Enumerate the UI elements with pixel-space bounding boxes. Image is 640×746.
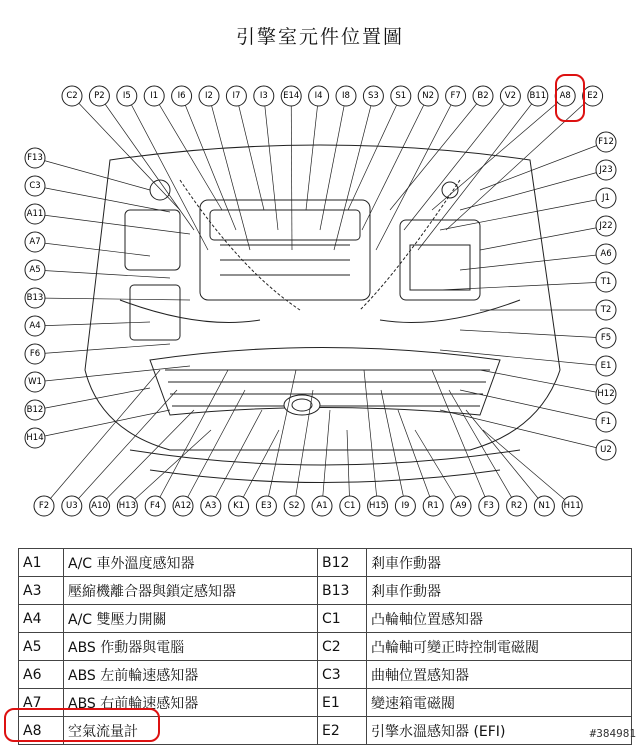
callout-r2 [507,496,527,516]
svg-text:J1: J1 [602,193,610,203]
svg-text:H14: H14 [26,433,44,443]
part-description: ABS 作動器與電腦 [64,633,318,661]
callout-v2 [500,86,520,106]
callout-i2 [199,86,219,106]
callout-i9 [395,496,415,516]
svg-text:I1: I1 [150,91,159,101]
svg-text:T2: T2 [600,305,612,315]
table-row [19,577,632,605]
svg-text:B12: B12 [26,405,44,415]
svg-text:B13: B13 [26,293,44,303]
part-description: 剎車作動器 [367,577,632,605]
svg-text:B11: B11 [529,91,547,101]
svg-text:K1: K1 [233,501,245,511]
svg-text:E1: E1 [600,361,612,371]
callout-t1 [596,272,616,292]
part-code: E2 [318,717,367,745]
svg-text:J22: J22 [599,221,613,231]
part-code: E1 [318,689,367,717]
svg-text:E2: E2 [587,91,598,101]
part-description: A/C 雙壓力開關 [64,605,318,633]
svg-text:F5: F5 [600,333,612,343]
callout-f6 [25,344,45,364]
callout-u2 [596,440,616,460]
part-code: A7 [19,689,64,717]
callout-i6 [172,86,192,106]
svg-text:W1: W1 [28,377,42,387]
callout-f1 [596,412,616,432]
svg-text:F4: F4 [150,501,161,511]
callout-u3 [62,496,82,516]
callout-f7 [446,86,466,106]
svg-text:F2: F2 [38,501,50,511]
part-code: A1 [19,549,64,577]
svg-text:N2: N2 [422,91,435,101]
callout-j1 [596,188,616,208]
svg-text:I8: I8 [342,91,350,101]
callout-a11 [25,204,45,224]
part-description: 變速箱電磁閥 [367,689,632,717]
page-title: 引擎室元件位置圖 [235,26,404,48]
part-code: B12 [318,549,367,577]
svg-text:H11: H11 [563,501,581,511]
svg-text:U2: U2 [600,445,612,455]
callout-f5 [596,328,616,348]
callout-i8 [336,86,356,106]
part-code: A8 [19,717,64,745]
svg-text:S3: S3 [367,91,379,101]
highlight-box-diagram [555,74,585,122]
callout-i1 [144,86,164,106]
callout-b11 [528,86,548,106]
table-row [19,633,632,661]
callout-h11 [562,496,582,516]
svg-text:F12: F12 [598,137,614,147]
leader-lines [35,96,606,506]
callout-h15 [368,496,388,516]
svg-text:V2: V2 [504,91,517,101]
svg-text:J23: J23 [599,165,613,175]
callout-s2 [284,496,304,516]
part-description: 引擎水溫感知器 (EFI) [367,717,632,745]
callout-b12 [25,400,45,420]
svg-text:C1: C1 [344,501,356,511]
callout-n1 [534,496,554,516]
callout-c1 [340,496,360,516]
callout-a7 [25,232,45,252]
callout-j22 [596,216,616,236]
callout-c2 [62,86,82,106]
callout-e14 [281,86,301,106]
part-description: 曲軸位置感知器 [367,661,632,689]
svg-text:F3: F3 [483,501,494,511]
svg-text:I7: I7 [232,91,241,101]
engine-drawing [85,145,560,483]
svg-text:R2: R2 [510,501,523,511]
svg-text:H13: H13 [118,501,137,511]
svg-text:A7: A7 [29,237,41,247]
svg-text:R1: R1 [427,501,439,511]
callout-i4 [309,86,329,106]
svg-text:I6: I6 [177,91,186,101]
callout-a4 [25,316,45,336]
callout-s1 [391,86,411,106]
engine-bay-diagram [0,70,640,530]
callout-s3 [363,86,383,106]
svg-text:T1: T1 [600,277,612,287]
svg-text:C3: C3 [29,181,41,191]
svg-text:S2: S2 [288,501,300,511]
svg-text:A6: A6 [600,249,612,259]
part-description: 壓縮機離合器與鎖定感知器 [64,577,318,605]
callout-t2 [596,300,616,320]
callout-f3 [479,496,499,516]
svg-text:F6: F6 [29,349,41,359]
svg-text:B2: B2 [477,91,489,101]
table-row [19,549,632,577]
callout-a1 [312,496,332,516]
svg-text:I2: I2 [205,91,213,101]
callout-n2 [418,86,438,106]
svg-text:A3: A3 [205,501,217,511]
callout-c3 [25,176,45,196]
svg-text:A9: A9 [455,501,467,511]
part-code: A3 [19,577,64,605]
part-code: C2 [318,633,367,661]
part-code: A5 [19,633,64,661]
svg-text:F1: F1 [600,417,612,427]
part-description: ABS 左前輪速感知器 [64,661,318,689]
part-description: 凸輪軸位置感知器 [367,605,632,633]
svg-text:I3: I3 [259,91,268,101]
part-code: A4 [19,605,64,633]
callout-i7 [226,86,246,106]
svg-text:H15: H15 [368,501,387,511]
part-code: C3 [318,661,367,689]
svg-text:F7: F7 [450,91,461,101]
callout-e3 [256,496,276,516]
callout-a10 [90,496,110,516]
svg-text:A12: A12 [174,501,192,511]
part-code: A6 [19,661,64,689]
svg-text:A10: A10 [91,501,108,511]
callout-h12 [596,384,616,404]
svg-text:H12: H12 [597,389,615,399]
callout-f2 [34,496,54,516]
svg-text:P2: P2 [94,91,105,101]
svg-text:I4: I4 [314,91,323,101]
svg-text:A1: A1 [316,501,328,511]
callout-f13 [25,148,45,168]
callout-r1 [423,496,443,516]
callout-e2 [583,86,603,106]
callout-a6 [596,244,616,264]
svg-text:I9: I9 [401,501,410,511]
callout-f12 [596,132,616,152]
callout-w1 [25,372,45,392]
part-description: 凸輪軸可變正時控制電磁閥 [367,633,632,661]
table-row [19,605,632,633]
callout-a3 [201,496,221,516]
callout-k1 [229,496,249,516]
callout-a5 [25,260,45,280]
callout-b2 [473,86,493,106]
callout-e1 [596,356,616,376]
svg-text:E3: E3 [261,501,272,511]
svg-text:E14: E14 [283,91,300,101]
watermark: #384981 [589,727,636,740]
callout-b13 [25,288,45,308]
svg-text:I5: I5 [122,91,131,101]
highlight-box-table [4,708,160,742]
label-circles [25,86,616,516]
callout-i5 [117,86,137,106]
svg-text:F13: F13 [27,153,43,163]
part-code: C1 [318,605,367,633]
svg-text:A5: A5 [29,265,41,275]
part-description: 剎車作動器 [367,549,632,577]
svg-text:S1: S1 [395,91,407,101]
svg-text:A4: A4 [29,321,41,331]
callout-f4 [145,496,165,516]
callout-a9 [451,496,471,516]
svg-text:A11: A11 [26,209,44,219]
table-row [19,661,632,689]
callout-i3 [254,86,274,106]
svg-text:U3: U3 [65,501,78,511]
callout-p2 [89,86,109,106]
callout-h13 [117,496,137,516]
callout-j23 [596,160,616,180]
callout-h14 [25,428,45,448]
part-description: A/C 車外溫度感知器 [64,549,318,577]
part-code: B13 [318,577,367,605]
svg-text:C2: C2 [66,91,78,101]
part-description: 空氣流量計 [64,717,318,745]
callout-a12 [173,496,193,516]
part-description: ABS 右前輪速感知器 [64,689,318,717]
svg-text:A8: A8 [559,91,571,101]
svg-text:N1: N1 [538,501,551,511]
